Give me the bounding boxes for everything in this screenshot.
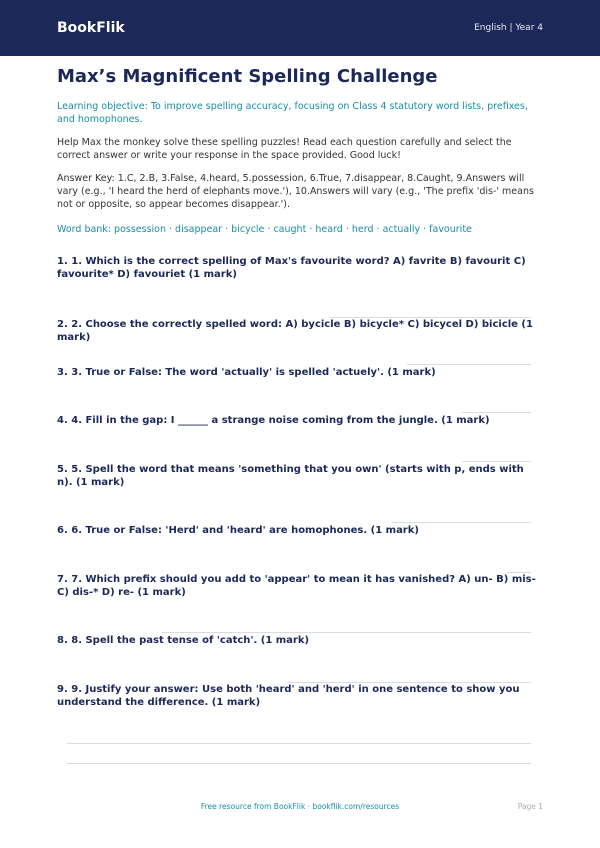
question-9: 9. 9. Justify your answer: Use both 'heard' and 'herd' in one sentence to show you understand the difference. (1 mark)	[57, 684, 520, 708]
question-3: 3. 3. True or False: The word 'actually' is spelled 'actuely'. (1 mark)	[57, 367, 436, 378]
answer-line[interactable]	[407, 364, 531, 365]
question-2: 2. 2. Choose the correctly spelled word: A) bycicle B) bicycle* C) bicycel D) bicicle (1 mark)	[57, 319, 533, 343]
brand-logo[interactable]: BookFlik	[57, 20, 125, 36]
question-6: 6. 6. True or False: 'Herd' and 'heard' are homophones. (1 mark)	[57, 525, 419, 536]
page-number: Page 1	[517, 802, 543, 811]
word-bank: Word bank: possession · disappear · bicycle · caught · heard · herd · actually · favourite	[57, 224, 472, 235]
page-title: Max’s Magnificent Spelling Challenge	[57, 66, 438, 87]
answer-line[interactable]	[162, 632, 531, 633]
answer-key: Answer Key: 1.C, 2.B, 3.False, 4.heard, 5.possession, 6.True, 7.disappear, 8.Caught, 9.Answers will vary (e.g., 'I heard the herd of elephants move.'), 10.Answers will vary (e.g., 'The prefix 'dis-' means not or opposite, so appear becomes disappear.').	[57, 173, 534, 210]
answer-line[interactable]	[67, 743, 531, 744]
question-5: 5. 5. Spell the word that means 'something that you own' (starts with p, ends with n). (1 mark)	[57, 464, 524, 488]
answer-line[interactable]	[67, 763, 531, 764]
answer-line[interactable]	[462, 461, 531, 462]
answer-line[interactable]	[462, 412, 531, 413]
learning-objective: Learning objective: To improve spelling accuracy, focusing on Class 4 statutory word lists, prefixes, and homophones.	[57, 101, 528, 125]
question-7: 7. 7. Which prefix should you add to 'appear' to mean it has vanished? A) un- B) mis- C) dis-* D) re- (1 mark)	[57, 574, 536, 598]
subject-year: English | Year 4	[474, 23, 543, 33]
question-1: 1. 1. Which is the correct spelling of Max's favourite word? A) favrite B) favourit C) favourite* D) favouriet (1 mark)	[57, 256, 526, 280]
answer-line[interactable]	[392, 522, 531, 523]
question-4: 4. 4. Fill in the gap: I ______ a strange noise coming from the jungle. (1 mark)	[57, 415, 490, 426]
question-8: 8. 8. Spell the past tense of 'catch'. (1 mark)	[57, 635, 310, 646]
intro-section	[57, 66, 543, 236]
header-bar	[0, 0, 600, 56]
footer-source-link[interactable]: Free resource from BookFlik · bookflik.com/resources	[200, 802, 400, 811]
instructions: Help Max the monkey solve these spelling puzzles! Read each question carefully and select the correct answer or write your response in the space provided. Good luck!	[57, 137, 512, 161]
footer	[0, 802, 600, 814]
